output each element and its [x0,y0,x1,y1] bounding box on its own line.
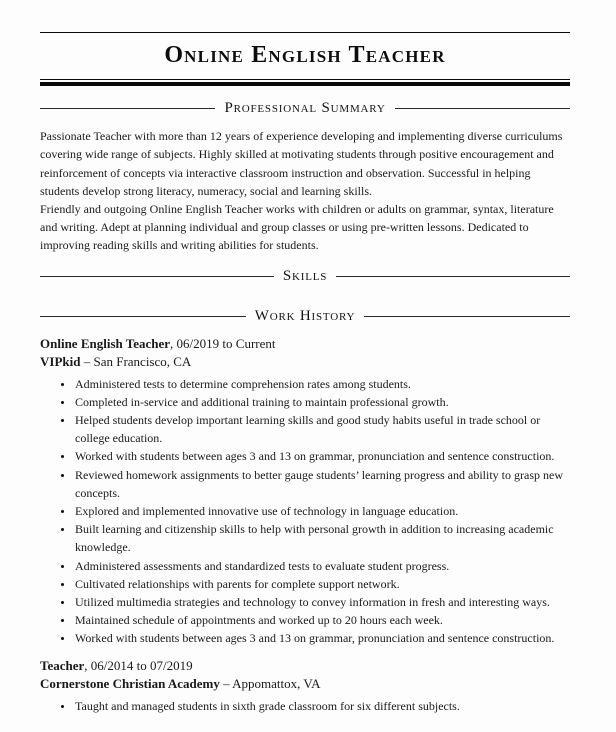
job-title-line [40,657,570,676]
job-bullet: • Worked with students between ages 3 and 13 on grammar, pronunciation and sentence construction. [74,629,570,647]
job-dates: , 06/2014 to 07/2019 [84,657,193,673]
job-entry [40,657,570,715]
job-location: – San Francisco, CA [80,354,192,370]
heading-rule-right [336,276,570,277]
job-entry [40,335,570,648]
job-bullet: • Administered tests to determine comprehension rates among students. [74,375,570,393]
job-bullet-list [40,697,570,715]
summary-paragraph: Passionate Teacher with more than 12 years of experience developing and implementing diverse curriculums covering wide range of subjects. Highly skilled at motivating students through positive encouragement and reinforcement of concepts via interactive classroom instruction and observation. Successful in helping students develop strong literacy, numeracy, social and learning skills. [40,129,563,198]
heading-rule-right [364,316,570,317]
top-rule [40,32,570,33]
professional-summary-section [40,127,570,254]
professional-summary-heading: Professional Summary [224,100,386,117]
job-company-line [40,353,570,372]
section-heading-skills [40,268,570,285]
double-rule-thin-line [40,79,570,80]
section-heading-work-history [40,308,570,325]
job-bullet-list [40,375,570,648]
heading-rule-left [40,316,246,317]
section-heading-professional-summary [40,100,570,117]
job-bullet: • Explored and implemented innovative use of technology in language education. [74,502,570,520]
double-rule-thick-line [40,82,570,86]
job-bullet: • Administered assessments and standardized tests to evaluate student progress. [74,557,570,575]
job-bullet: • Built learning and citizenship skills to help with personal growth in addition to increasing academic knowledge. [74,520,570,556]
job-bullet: • Reviewed homework assignments to better gauge students’ learning progress and ability to grasp new concepts. [74,466,570,502]
job-location: – Appomattox, VA [219,676,321,692]
job-bullet: • Completed in-service and additional training to maintain professional growth. [74,393,570,411]
page-title: Online English Teacher [164,42,446,68]
skills-heading: Skills [282,267,328,284]
job-bullet: • Worked with students between ages 3 and 13 on grammar, pronunciation and sentence construction. [74,447,570,465]
work-history-heading: Work History [254,307,356,324]
heading-rule-left [40,276,274,277]
job-company: Cornerstone Christian Academy [40,676,220,692]
summary-paragraph: Friendly and outgoing Online English Teacher works with children or adults on grammar, syntax, literature and writing. Adept at planning individual and group classes or using pre-written lessons. Dedicated to improving reading skills and writing abilities for students. [40,202,554,253]
job-title: Online English Teacher [40,335,171,351]
job-company: VIPkid [40,354,81,370]
job-bullet: • Taught and managed students in sixth grade classroom for six different subjects. [74,697,570,715]
heading-rule-right [395,108,570,109]
heading-rule-left [40,108,215,109]
job-title: Teacher [40,657,85,673]
job-company-line [40,675,570,694]
job-bullet: • Utilized multimedia strategies and technology to convey information in fresh and interesting ways. [74,593,570,611]
resume-page [0,32,616,715]
job-bullet: • Cultivated relationships with parents for complete support network. [74,575,570,593]
title-double-rule [40,79,570,86]
job-dates: , 06/2019 to Current [170,335,276,351]
job-title-line [40,335,570,354]
job-bullet: • Maintained schedule of appointments and worked up to 20 hours each week. [74,611,570,629]
job-bullet: • Helped students develop important learning skills and good study habits useful in trade school or college education. [74,411,570,447]
